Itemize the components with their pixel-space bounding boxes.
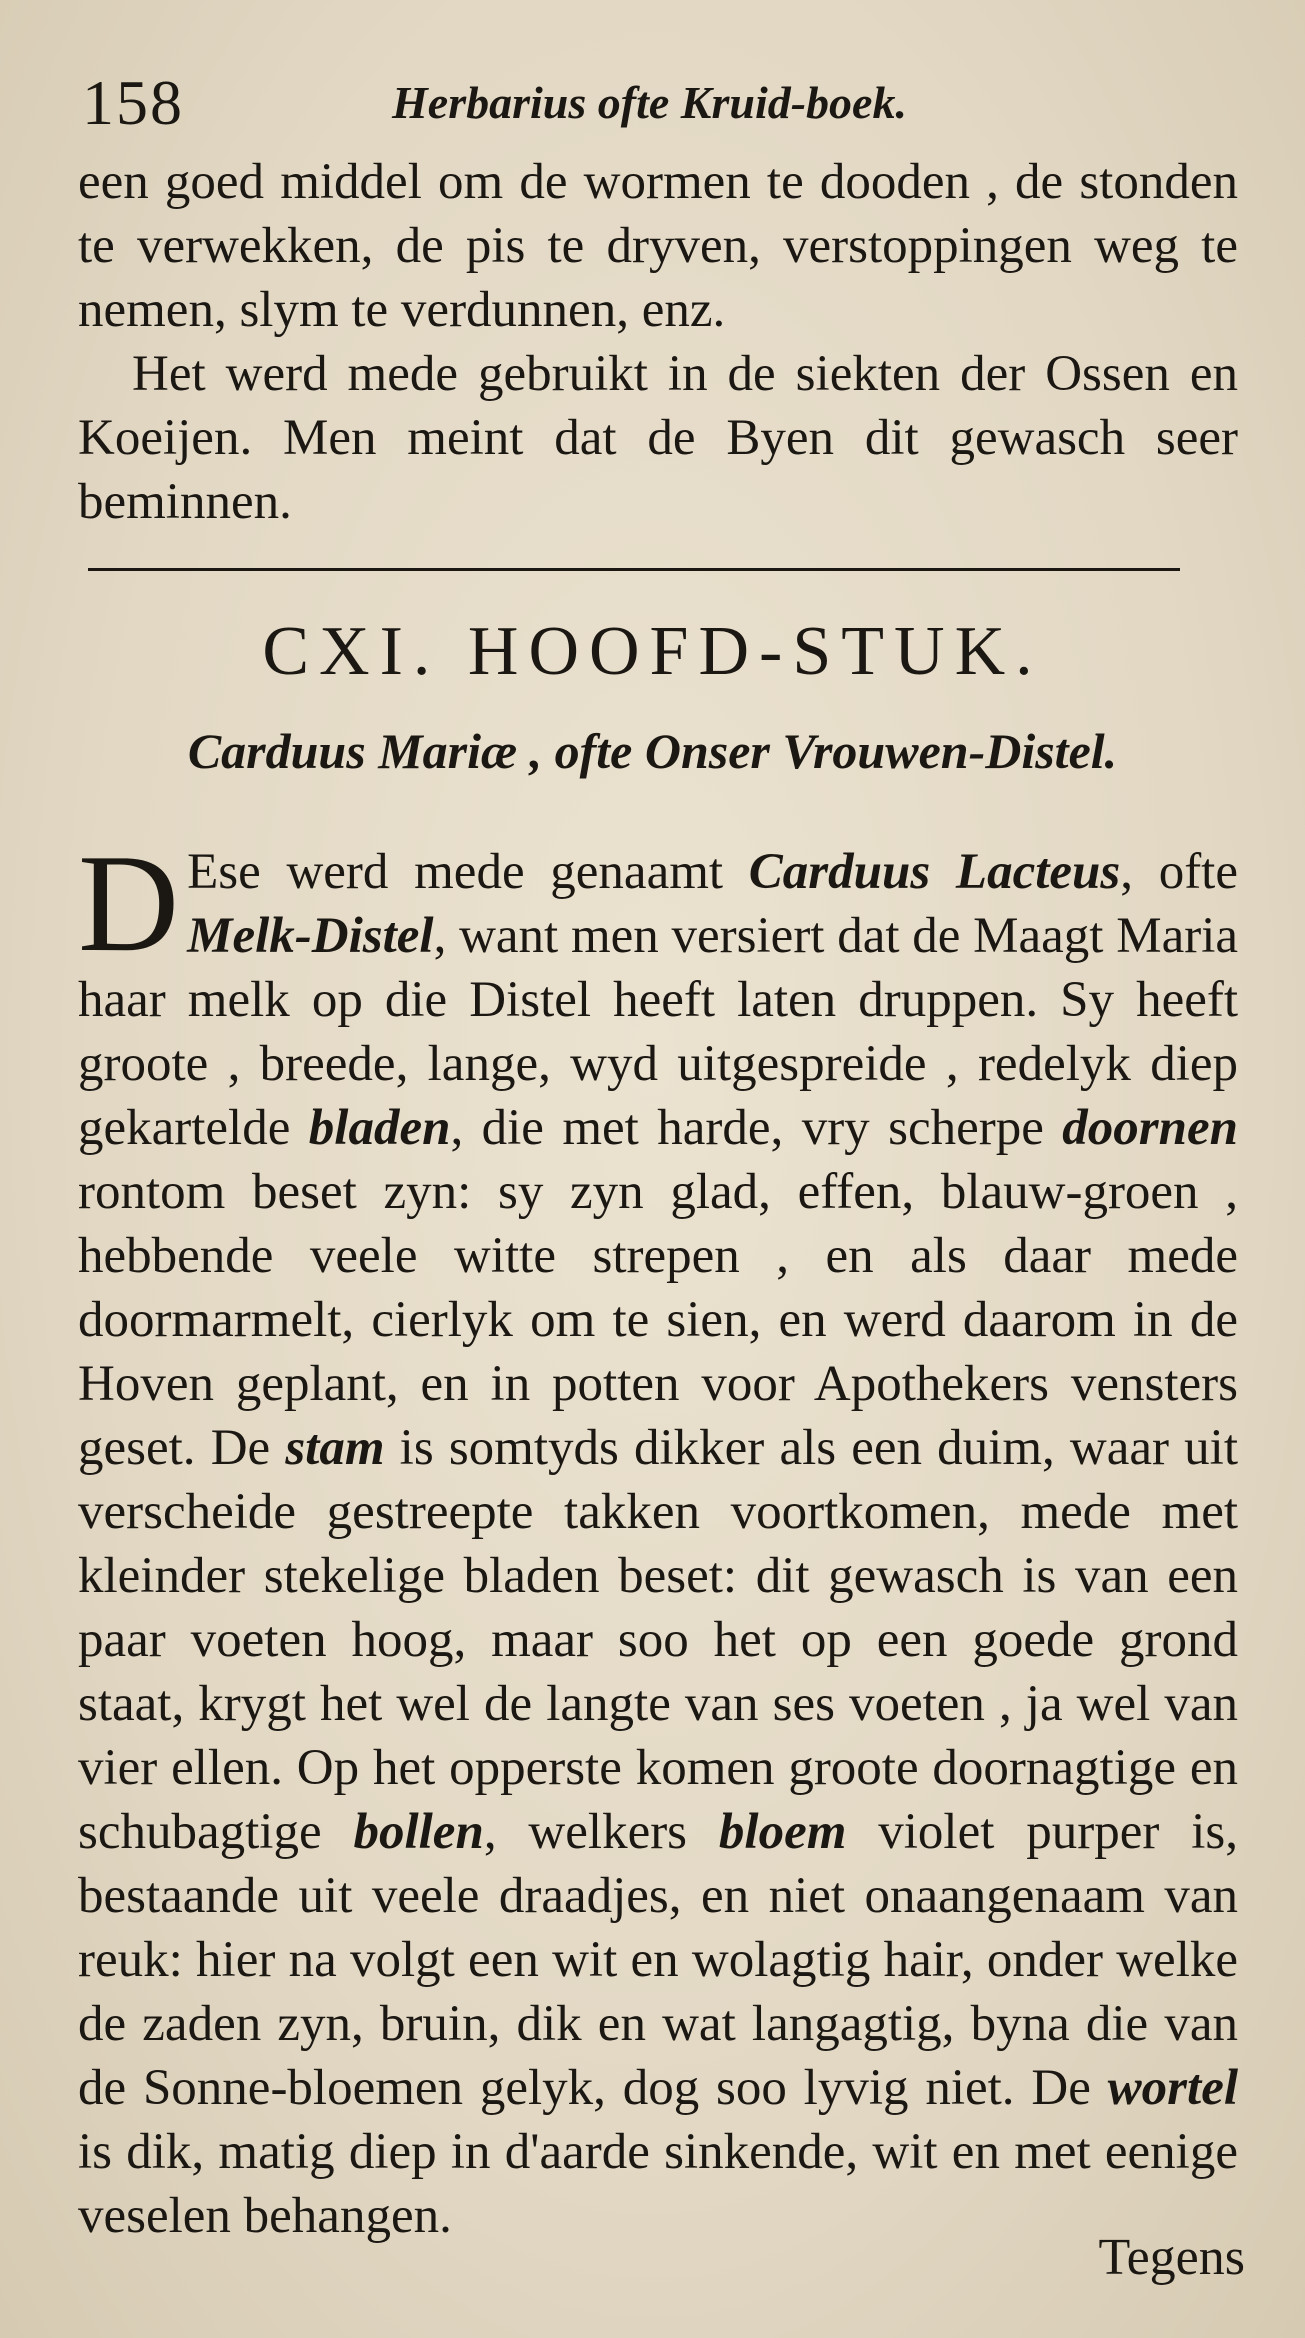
term-wortel: wortel xyxy=(1107,2060,1238,2116)
term-bloem: bloem xyxy=(718,1804,847,1860)
running-title: Herbarius ofte Kruid-boek. xyxy=(392,77,907,128)
page-header xyxy=(82,66,1252,138)
term-bollen: bollen xyxy=(353,1804,484,1860)
body-text: Ese werd mede genaamt xyxy=(187,844,749,900)
body-text: violet purper is, bestaande uit veele draadjes, en niet onaangenaam van reuk: hier na volgt een wit en wolagtig hair, onder welke de zaden zyn, bruin, dik en wat langagtig, byna die van de Sonne-bloemen gelyk, dog soo lyvig niet. De xyxy=(78,1804,1238,2116)
body-text: , welkers xyxy=(483,1804,719,1860)
intro-paragraph-1: een goed middel om de wormen te dooden , de stonden te verwekken, de pis te dryven, verstoppingen weg te nemen, slym te verdunnen, enz. xyxy=(78,154,1238,338)
page-number: 158 xyxy=(82,67,184,138)
chapter-body xyxy=(78,826,1238,2248)
body-text: rontom beset zyn: sy zyn glad, effen, blauw-groen , hebbende veele witte strepen , en als daar mede doormarmelt, cierlyk om te sien, en werd daarom in de Hoven geplant, en in potten voor Apothekers vensters geset. De xyxy=(78,1164,1238,1476)
term-carduus-lacteus: Carduus Lacteus xyxy=(748,844,1121,900)
body-text: , ofte xyxy=(1120,844,1238,900)
intro-paragraph-2: Het werd mede gebruikt in de siekten der Ossen en Koeijen. Men meint dat de Byen dit gewasch seer beminnen. xyxy=(78,346,1238,530)
term-bladen: bladen xyxy=(308,1100,451,1156)
body-text: , die met harde, vry scherpe xyxy=(450,1100,1063,1156)
body-text: , want men versiert dat de Maagt Maria haar melk op die Distel heeft laten druppen. Sy heeft groote , breede, lange, wyd uitgespreide , redelyk diep gekartelde xyxy=(78,908,1238,1156)
term-doornen: doornen xyxy=(1062,1100,1238,1156)
section-divider xyxy=(88,568,1180,571)
term-melk-distel: Melk-Distel xyxy=(187,908,434,964)
term-stam: stam xyxy=(285,1420,385,1476)
chapter-subtitle: Carduus Mariæ , ofte Onser Vrouwen-Distel. xyxy=(187,723,1118,779)
body-paragraph xyxy=(78,826,1238,2248)
body-text: is somtyds dikker als een duim, waar uit verscheide gestreepte takken voortkomen, mede met kleinder stekelige bladen beset: dit gewasch is van een paar voeten hoog, maar soo het op een goede grond staat, krygt het wel de langte van ses voeten , ja wel van vier ellen. Op het opperste komen groote doornagtige en schubagtige xyxy=(78,1420,1238,1860)
drop-capital: D xyxy=(78,826,180,981)
intro-text xyxy=(78,150,1238,534)
catchword: Tegens xyxy=(1098,2229,1245,2286)
chapter-title: CXI. HOOFD-STUK. xyxy=(262,613,1043,690)
body-text: is dik, matig diep in d'aarde sinkende, wit en met eenige veselen behangen. xyxy=(78,2124,1238,2244)
